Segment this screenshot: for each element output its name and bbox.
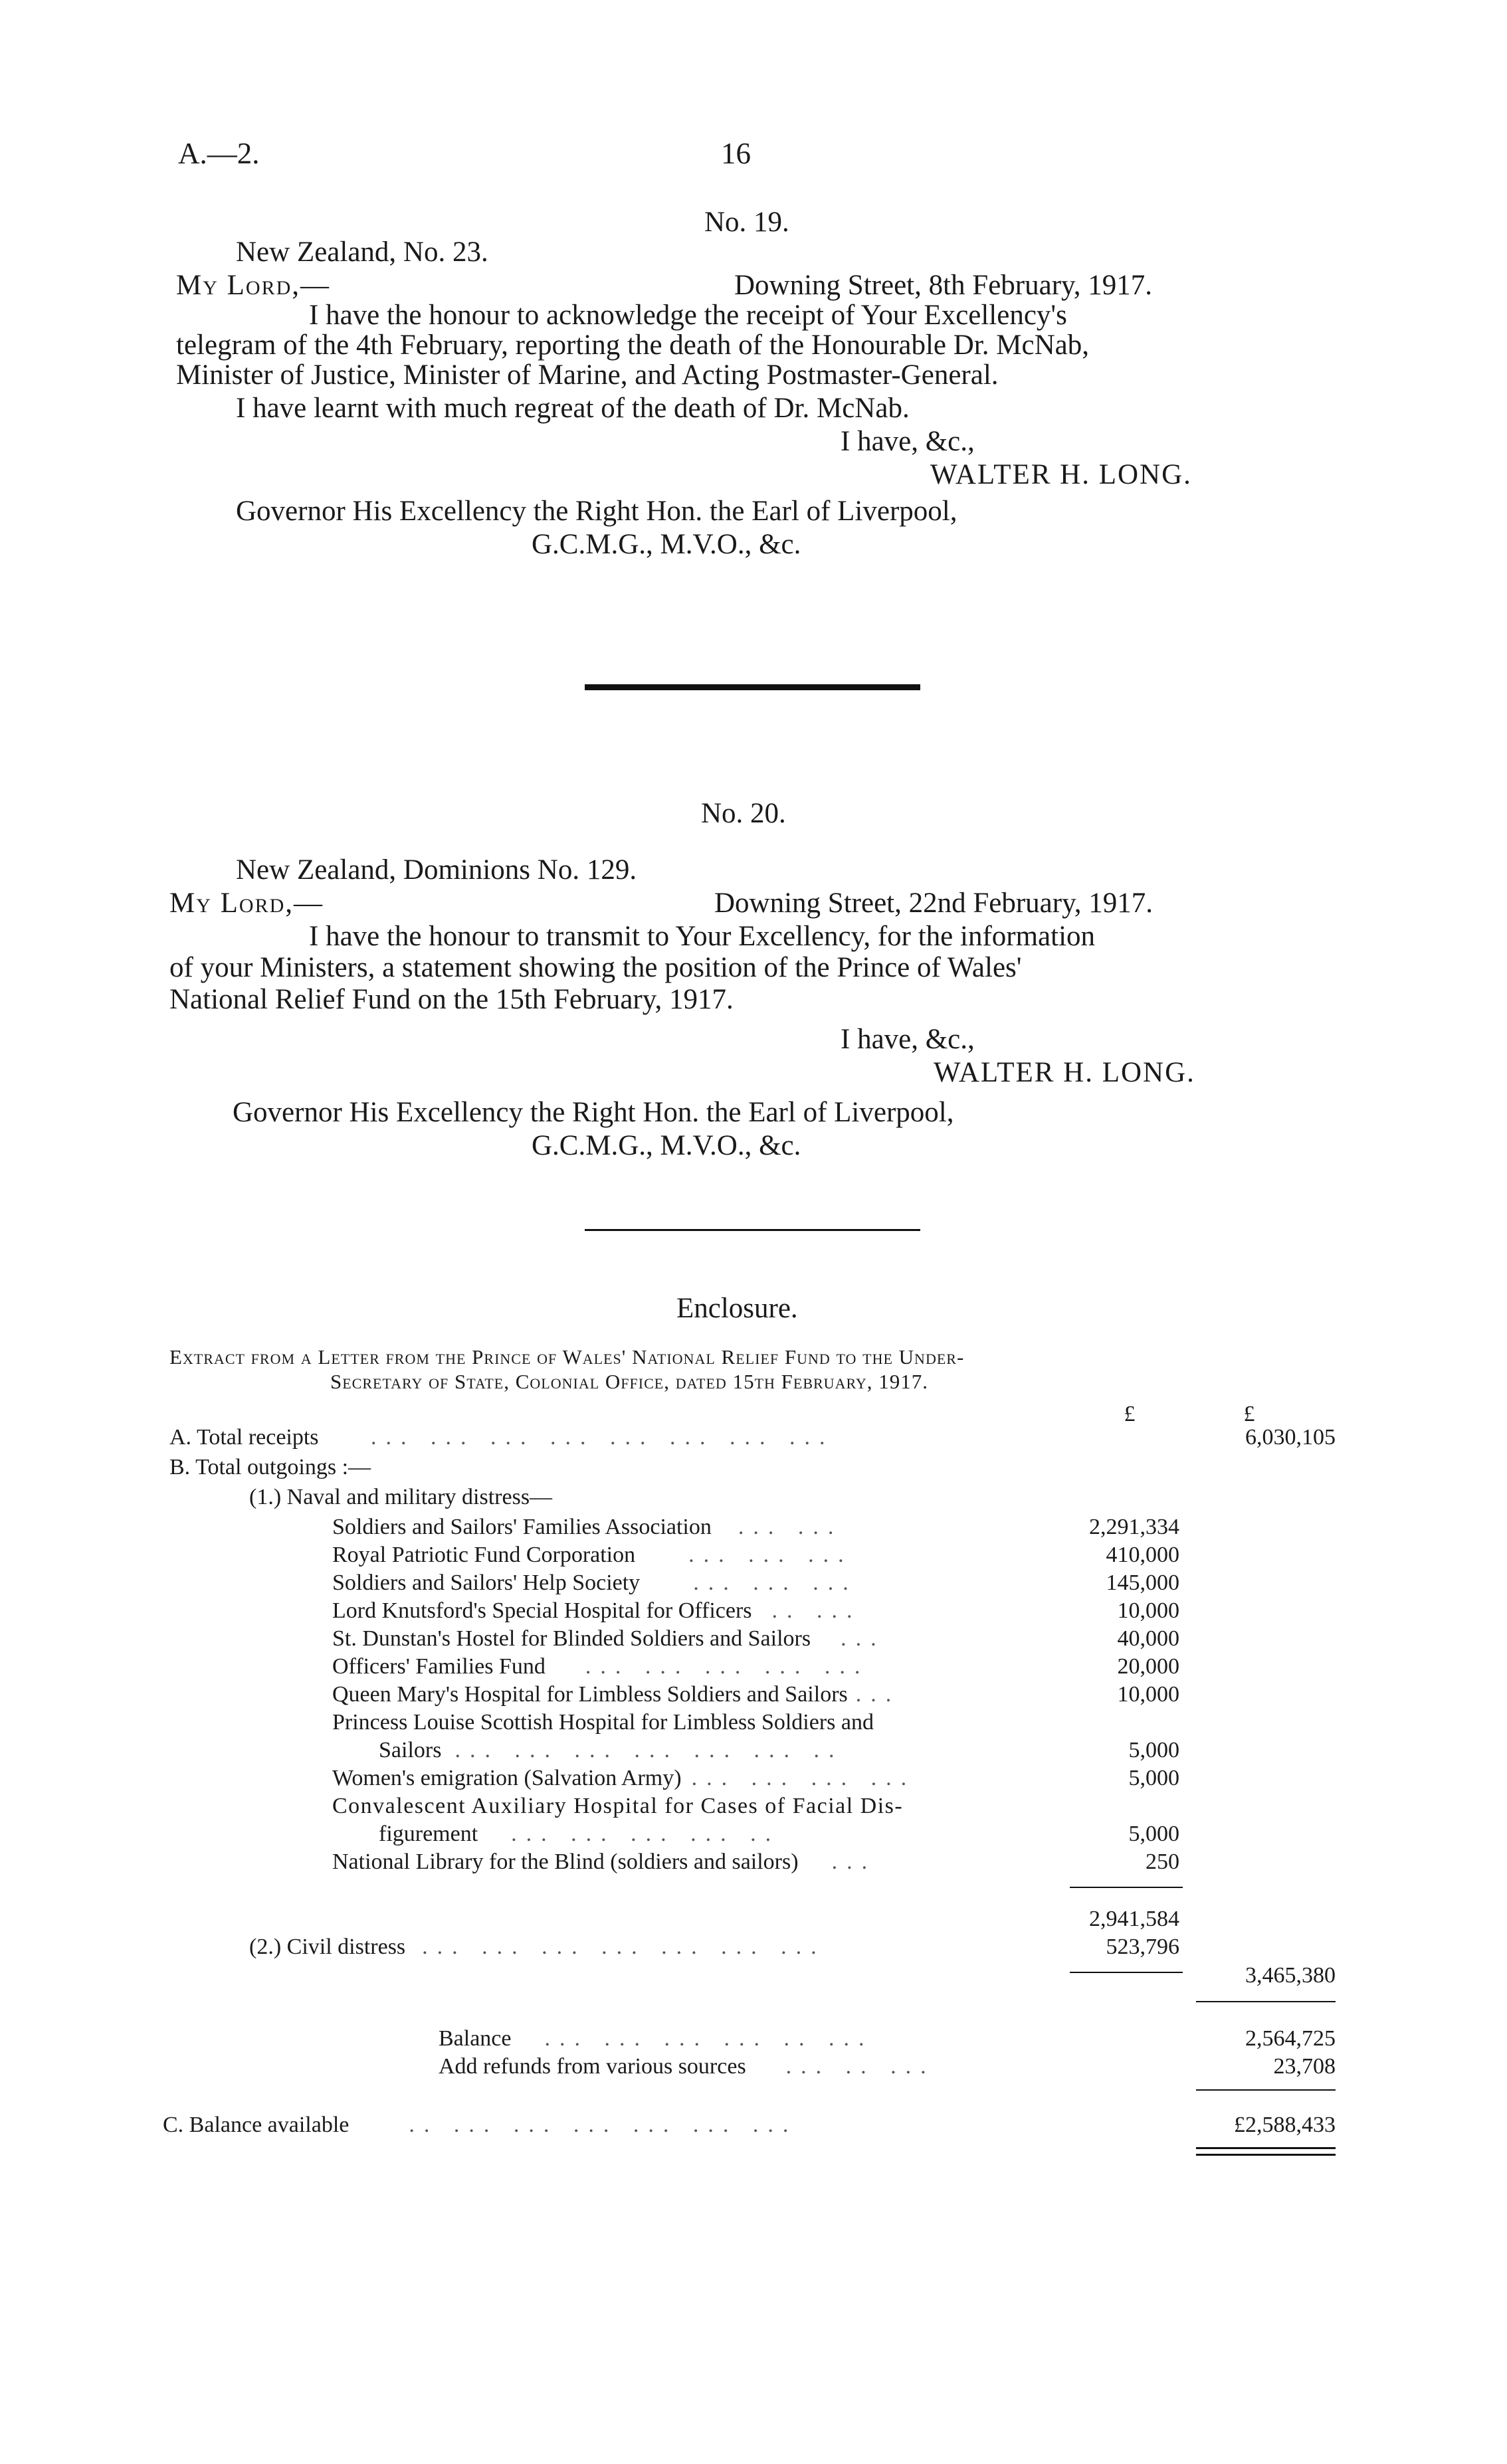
dispatch-reference: New Zealand, No. 23. — [236, 237, 488, 268]
fund-item: Convalescent Auxiliary Hospital for Cases of Facial Dis- — [332, 1794, 904, 1818]
salutation: My Lord,— — [169, 888, 324, 919]
fund-item: Sailors ... ... ... ... ... ... .. — [379, 1738, 844, 1762]
double-rule-top — [1196, 2147, 1336, 2149]
body-line: telegram of the 4th February, reporting the death of the Honourable Dr. McNab, — [176, 330, 1089, 361]
total-receipts-label: A. Total receipts — [169, 1425, 319, 1450]
fund-item-value: 10,000 — [1117, 1682, 1179, 1707]
fund-item: Royal Patriotic Fund Corporation ... ... ... — [332, 1543, 853, 1567]
body-line: I have the honour to transmit to Your Excellency, for the information — [309, 921, 1096, 952]
total-rule — [1196, 2001, 1336, 2002]
fund-item-value: 20,000 — [1117, 1654, 1179, 1679]
closing: I have, &c., — [841, 1024, 975, 1055]
civil-label: (2.) Civil distress ... ... ... ... ... ... ... — [249, 1935, 826, 1959]
column-heading: £ — [1124, 1402, 1136, 1426]
honours: G.C.M.G., M.V.O., &c. — [532, 1130, 801, 1161]
outgoings-total-value: 3,465,380 — [1245, 1963, 1336, 1988]
fund-item: Officers' Families Fund ... ... ... ... ... — [332, 1654, 870, 1679]
fund-item-value: 5,000 — [1128, 1766, 1179, 1790]
signature: WALTER H. LONG. — [930, 459, 1192, 490]
page-number: 16 — [721, 137, 751, 170]
fund-item-value: 410,000 — [1106, 1543, 1179, 1567]
civil-rule — [1070, 1972, 1183, 1973]
honours: G.C.M.G., M.V.O., &c. — [532, 529, 801, 560]
civil-value: 523,796 — [1106, 1935, 1179, 1959]
letter-number: No. 20. — [701, 798, 786, 829]
fund-item: Lord Knutsford's Special Hospital for Officers .. ... — [332, 1598, 862, 1623]
fund-item: figurement ... ... ... ... .. — [379, 1822, 781, 1846]
body-line: of your Ministers, a statement showing the position of the Prince of Wales' — [169, 952, 1022, 983]
fund-item: National Library for the Blind (soldiers and sailors) ... — [332, 1849, 877, 1874]
fund-item-value: 5,000 — [1128, 1738, 1179, 1762]
available-value: £2,588,433 — [1234, 2113, 1336, 2137]
total-receipts-value: 6,030,105 — [1245, 1425, 1336, 1450]
fund-item-value: 2,291,334 — [1089, 1515, 1179, 1539]
refunds-label: Add refunds from various sources ... .. ... — [439, 2054, 936, 2079]
refunds-value: 23,708 — [1273, 2054, 1336, 2079]
fund-item: Princess Louise Scottish Hospital for Limbless Soldiers and — [332, 1710, 874, 1735]
subtotal-rule — [1070, 1887, 1183, 1888]
fund-item-value: 10,000 — [1117, 1598, 1179, 1623]
fund-item: Queen Mary's Hospital for Limbless Soldiers and Sailors ... — [332, 1682, 901, 1707]
subtotal-value: 2,941,584 — [1089, 1907, 1179, 1931]
balance-label: Balance ... ... ... ... .. ... — [439, 2026, 874, 2051]
fund-item: Soldiers and Sailors' Help Society ... ... ... — [332, 1570, 858, 1595]
fund-item-value: 40,000 — [1117, 1626, 1179, 1651]
signature: WALTER H. LONG. — [934, 1057, 1195, 1088]
extract-heading: Extract from a Letter from the Prince of Wales' National Relief Fund to the Under- — [169, 1345, 965, 1369]
balance-value: 2,564,725 — [1245, 2026, 1336, 2051]
fund-item-value: 250 — [1146, 1849, 1179, 1874]
letter-number: No. 19. — [704, 207, 789, 238]
fund-item: Soldiers and Sailors' Families Association ... ... — [332, 1515, 843, 1539]
column-heading: £ — [1243, 1402, 1255, 1426]
available-label: C. Balance available .. ... ... ... ... ... ... — [163, 2113, 798, 2137]
fund-item-value: 145,000 — [1106, 1570, 1179, 1595]
addressee: Governor His Excellency the Right Hon. the Earl of Liverpool, — [233, 1097, 954, 1128]
outgoings-label: B. Total outgoings :— — [169, 1455, 371, 1479]
dispatch-reference: New Zealand, Dominions No. 129. — [236, 854, 637, 886]
body-line: I have the honour to acknowledge the receipt of Your Excellency's — [309, 300, 1067, 331]
double-rule-bottom — [1196, 2154, 1336, 2156]
closing: I have, &c., — [841, 426, 975, 457]
page-ref: A.—2. — [178, 137, 260, 170]
fund-item-value: 5,000 — [1128, 1822, 1179, 1846]
address-date: Downing Street, 22nd February, 1917. — [714, 888, 1154, 919]
divider — [585, 1229, 920, 1231]
body-paragraph: I have learnt with much regreat of the death of Dr. McNab. — [236, 393, 910, 424]
refunds-rule — [1196, 2089, 1336, 2091]
addressee: Governor His Excellency the Right Hon. the Earl of Liverpool, — [236, 496, 957, 527]
fund-item: St. Dunstan's Hostel for Blinded Soldiers and Sailors ... — [332, 1626, 886, 1651]
row-label — [169, 1425, 835, 1450]
extract-heading: Secretary of State, Colonial Office, dated 15th February, 1917. — [330, 1370, 929, 1393]
naval-label: (1.) Naval and military distress— — [249, 1485, 553, 1509]
address-date: Downing Street, 8th February, 1917. — [734, 270, 1152, 301]
fund-item: Women's emigration (Salvation Army) ... ... ... ... — [332, 1766, 916, 1790]
leader-dots: ... ... ... ... ... ... ... ... — [371, 1425, 835, 1450]
salutation: My Lord,— — [176, 270, 331, 301]
body-line: Minister of Justice, Minister of Marine, and Acting Postmaster-General. — [176, 359, 999, 391]
divider — [585, 684, 920, 690]
body-line: National Relief Fund on the 15th February, 1917. — [169, 984, 734, 1015]
enclosure-title: Enclosure. — [676, 1293, 798, 1324]
